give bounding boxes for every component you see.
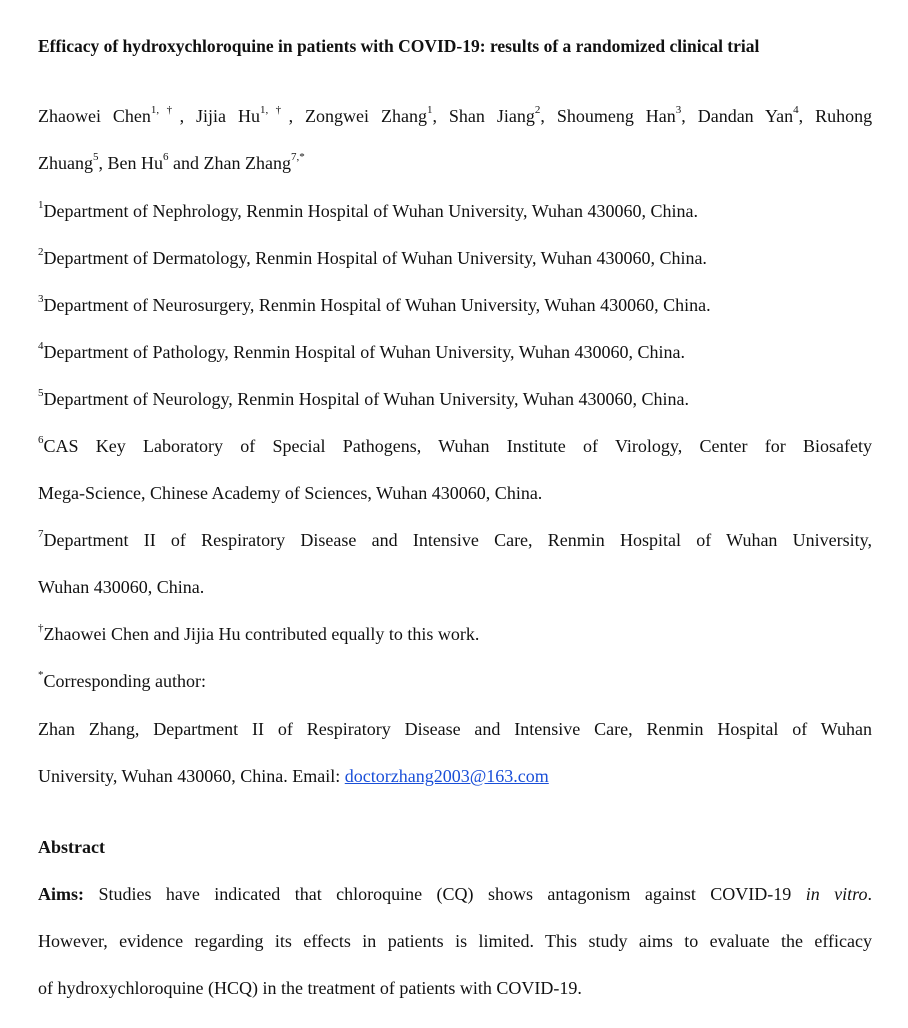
author: Zongwei Zhang$^1$, — [305, 104, 449, 126]
author: Zhan Zhang$^{7,*}$ — [203, 151, 305, 173]
affiliation-2: $^2$Department of Dermatology, Renmin Hospital of Wuhan University, Wuhan 430060, China. — [38, 246, 707, 268]
affiliation-3: $^3$Department of Neurosurgery, Renmin Hospital of Wuhan University, Wuhan 430060, China. — [38, 293, 711, 315]
author: Dandan Yan$^4$, — [697, 104, 816, 126]
paper-title: Efficacy of hydroxychloroquine in patients with COVID-19: results of a randomized clinical trial — [38, 36, 760, 56]
affiliation-1: $^1$Department of Nephrology, Renmin Hospital of Wuhan University, Wuhan 430060, China. — [38, 199, 698, 221]
affiliation-6: $^6$CAS Key Laboratory of Special Pathogens, Wuhan Institute of Virology, Center for Biosafety — [38, 434, 872, 456]
affiliation-7-cont: Wuhan 430060, China. — [38, 577, 205, 597]
author: Zhaowei Chen$^{1,\dagger}$, — [38, 104, 197, 126]
author-part: Ruhong — [815, 106, 873, 126]
author: Shan Jiang$^2$, — [448, 104, 557, 126]
abstract-line2: However, evidence regarding its effects in patients is limited. This study aims to evaluate the efficacy — [38, 931, 872, 951]
abstract-line1: Aims: Studies have indicated that chloroquine (CQ) shows antagonism against COVID-19 in vitro. — [38, 884, 872, 904]
author: Shoumeng Han$^3$, — [556, 104, 698, 126]
affiliation-4: $^4$Department of Pathology, Renmin Hospital of Wuhan University, Wuhan 430060, China. — [38, 340, 685, 362]
corresponding-label: *Corresponding author: — [38, 669, 206, 691]
author-list-line2: Zhuang$^5$, Ben Hu$^6$ and Zhan Zhang$^{7,*}$ — [38, 151, 305, 173]
abstract-heading: Abstract — [38, 837, 105, 857]
email-link[interactable]: doctorzhang2003@163.com — [344, 766, 549, 786]
author: Jijia $Hu^{1,\dagger}$, — [196, 104, 306, 126]
corresponding-line2: University, Wuhan 430060, China. Email: doctorzhang2003@163.com — [38, 766, 549, 786]
affiliation-6-cont: Mega-Science, Chinese Academy of Sciences, Wuhan 430060, China. — [38, 483, 543, 503]
affiliation-5: $^5$Department of Neurology, Renmin Hospital of Wuhan University, Wuhan 430060, China. — [38, 387, 689, 409]
aims-label: Aims: — [38, 884, 84, 904]
author-part: Zhuang — [38, 153, 93, 173]
abstract-line3: of hydroxychloroquine (HCQ) in the treatment of patients with COVID-19. — [38, 978, 582, 998]
corresponding-line1: Zhan Zhang, Department II of Respiratory Disease and Intensive Care, Renmin Hospital of Wuhan — [38, 719, 872, 739]
equal-contribution-note: †Zhaowei Chen and Jijia Hu contributed equally to this work. — [38, 622, 480, 644]
author-list-line1 — [38, 103, 872, 129]
affiliation-7: $^7$Department II of Respiratory Disease and Intensive Care, Renmin Hospital of Wuhan University, — [38, 528, 872, 550]
author: Ben Hu$^6$ and — [107, 151, 204, 173]
